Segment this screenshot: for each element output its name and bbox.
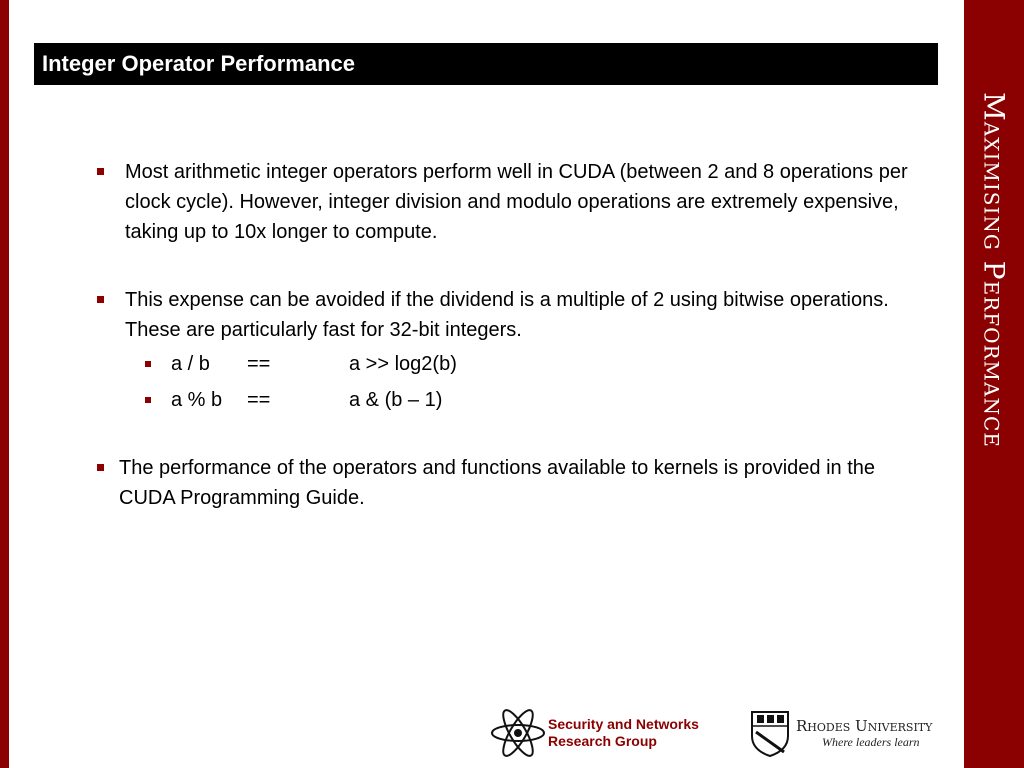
bullet-1: Most arithmetic integer operators perform well in CUDA (between 2 and 8 operations per clock cycle). However, integer division and modulo operations are extremely expensive, taking up to 10x longer to compute. [125,161,908,243]
bullet-marker [97,464,104,471]
sub-bullet-1 [171,349,671,379]
slide-title: Integer Operator Performance [34,43,938,85]
snrg-line-2: Research Group [548,733,657,749]
bullet-marker [97,296,104,303]
rhodes-university-logo [750,710,950,760]
atom-icon [490,708,548,758]
bullet-2: This expense can be avoided if the dividend is a multiple of 2 using bitwise operations. These are particularly fast for 32-bit integers. [125,289,889,341]
sub-bullet-marker [145,361,151,367]
sub-bullet-marker [145,397,151,403]
university-name: Rhodes University [796,717,933,735]
expression-rhs: a & (b – 1) [349,389,443,411]
expression-operator: == [247,353,271,375]
section-title-vertical: Maximising Performance [977,92,1011,448]
bullet-3: The performance of the operators and functions available to kernels is provided in the CUDA Programming Guide. [119,457,875,509]
left-accent-bar [0,0,9,768]
sub-bullet-2 [171,385,671,415]
expression-lhs: a % b [171,389,223,411]
expression-operator: == [247,389,271,411]
snrg-logo [490,708,740,758]
expression-rhs: a >> log2(b) [349,353,457,375]
snrg-name [548,716,699,750]
university-tagline: Where leaders learn [822,735,920,749]
crest-icon [750,710,790,758]
expression-lhs: a / b [171,353,210,375]
bullet-marker [97,168,104,175]
snrg-line-1: Security and Networks [548,716,699,732]
